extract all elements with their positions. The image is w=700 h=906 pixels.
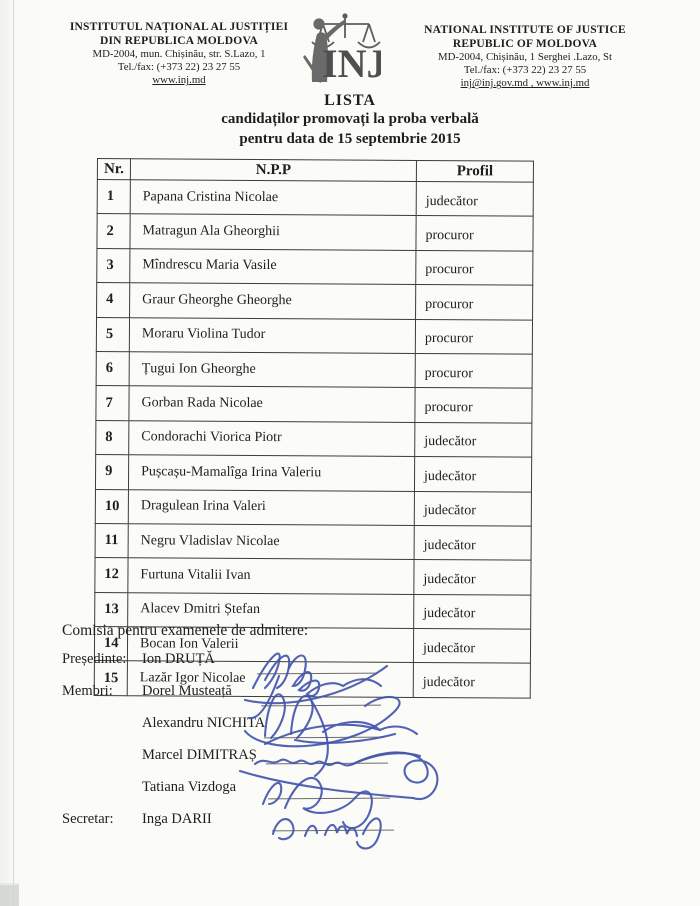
table-row — [95, 523, 531, 560]
cell-nr: 13 — [95, 592, 128, 627]
table-row — [96, 386, 532, 423]
commission-role: Președinte: — [62, 651, 127, 667]
letterhead-english — [400, 24, 650, 91]
cell-name: Pușcașu-Mamalîga Irina Valeriu — [128, 455, 414, 491]
cell-nr: 11 — [95, 523, 128, 558]
commission-member-name: Dorel Musteață — [142, 683, 232, 699]
cell-name: Moraru Violina Tudor — [129, 317, 415, 353]
logo-letters: INJ — [322, 41, 381, 86]
cell-profil: judecător — [414, 560, 531, 595]
cell-nr: 2 — [97, 214, 130, 249]
commission-member-name: Inga DARII — [142, 811, 212, 827]
cell-nr: 10 — [95, 489, 128, 524]
cell-profil: procuror — [415, 319, 532, 354]
inj-justice-logo — [299, 11, 381, 89]
cell-nr: 6 — [96, 351, 129, 386]
cell-profil: judecător — [413, 629, 530, 664]
cell-name: Graur Gheorghe Gheorghe — [130, 283, 416, 319]
commission-row — [62, 811, 422, 843]
org-name-line: DIN REPUBLICA MOLDOVA — [100, 34, 258, 47]
commission-role: Membri: — [62, 683, 113, 699]
commission-member-name: Marcel DIMITRAȘ — [142, 747, 257, 763]
commission-row — [62, 715, 422, 747]
cell-profil: judecător — [414, 594, 531, 629]
cell-name: Dragulean Irina Valeri — [128, 489, 414, 525]
org-email-website: inj@inj.gov.md , www.inj.md — [460, 77, 590, 90]
cell-nr: 14 — [94, 627, 127, 662]
org-website: www.inj.md — [152, 74, 206, 87]
org-name-line: NATIONAL INSTITUTE OF JUSTICE — [424, 24, 626, 36]
cell-name: Lazăr Igor Nicolae — [127, 661, 413, 697]
commission-row — [62, 651, 422, 683]
table-row — [96, 351, 532, 388]
cell-name: Țugui Ion Gheorghe — [129, 352, 415, 388]
cell-profil: procuror — [416, 285, 533, 320]
commission-list — [62, 651, 422, 843]
commission-member-name: Ion DRUȚĂ — [142, 651, 215, 667]
table-row — [96, 317, 532, 354]
commission-heading: Comisia pentru examenele de admitere: — [62, 622, 309, 639]
commission-member-name: Alexandru NICHITA — [142, 715, 266, 731]
org-address: MD-2004, Chișinău, 1 Serghei .Lazo, St — [437, 51, 613, 63]
cell-profil: judecător — [414, 491, 531, 526]
commission-row — [62, 779, 422, 811]
candidates-table — [94, 158, 534, 699]
cell-name: Alacev Dmitri Ștefan — [128, 592, 414, 628]
cell-name: Gorban Rada Nicolae — [129, 386, 415, 422]
org-name-line: INSTITUTUL NAȚIONAL AL JUSTIȚIEI — [69, 21, 289, 33]
column-header-profil: Profil — [416, 160, 533, 182]
table-row — [95, 558, 531, 595]
cell-name: Bocan Ion Valerii — [127, 627, 413, 663]
cell-profil: judecător — [416, 181, 533, 216]
column-header-nr: Nr. — [97, 159, 130, 180]
table-row — [97, 283, 533, 320]
commission-role: Secretar: — [62, 811, 114, 827]
table-row — [97, 248, 533, 285]
cell-nr: 1 — [97, 180, 130, 215]
cell-profil: procuror — [416, 250, 533, 285]
cell-profil: procuror — [416, 216, 533, 251]
cell-nr: 7 — [96, 386, 129, 421]
cell-name: Furtuna Vitalii Ivan — [128, 558, 414, 594]
table-row — [95, 455, 531, 492]
table-row — [96, 420, 532, 457]
cell-nr: 8 — [96, 420, 129, 455]
cell-profil: judecător — [413, 663, 530, 698]
column-header-npp: N.P.P — [130, 159, 416, 182]
cell-nr: 5 — [96, 317, 129, 352]
cell-nr: 12 — [95, 558, 128, 593]
cell-name: Mîndrescu Maria Vasile — [130, 248, 416, 284]
scan-corner-artifact — [0, 883, 19, 906]
cell-name: Papana Cristina Nicolae — [130, 180, 416, 216]
org-name-line: REPUBLIC OF MOLDOVA — [452, 37, 598, 50]
table-row — [95, 489, 531, 526]
document-title — [0, 91, 700, 149]
cell-profil: judecător — [414, 525, 531, 560]
commission-row — [62, 683, 422, 715]
cell-nr: 15 — [94, 661, 127, 696]
org-address: MD-2004, mun. Chișinău, str. S.Lazo, 1 — [92, 48, 266, 60]
cell-profil: judecător — [415, 422, 532, 457]
cell-name: Negru Vladislav Nicolae — [128, 524, 414, 560]
title-line-2: candidaților promovați la proba verbală — [221, 111, 479, 127]
cell-profil: procuror — [415, 353, 532, 388]
org-phone: Tel./fax: (+373 22) 23 27 55 — [463, 64, 587, 77]
cell-name: Condorachi Viorica Piotr — [129, 420, 415, 456]
cell-nr: 3 — [97, 248, 130, 283]
commission-member-name: Tatiana Vizdoga — [142, 779, 237, 795]
table-header-row — [97, 159, 533, 183]
title-line-3: pentru data de 15 septembrie 2015 — [239, 130, 461, 147]
org-phone: Tel./fax: (+373 22) 23 27 55 — [117, 61, 241, 74]
cell-profil: procuror — [415, 388, 532, 423]
cell-nr: 9 — [95, 455, 128, 490]
cell-name: Matragun Ala Gheorghii — [130, 214, 416, 250]
title-line-1: LISTA — [324, 92, 376, 109]
letterhead-romanian — [56, 21, 302, 88]
table-row — [97, 180, 533, 217]
roster-body — [94, 180, 533, 699]
cell-profil: judecător — [414, 457, 531, 492]
cell-nr: 4 — [97, 283, 130, 318]
table-row — [97, 214, 533, 251]
